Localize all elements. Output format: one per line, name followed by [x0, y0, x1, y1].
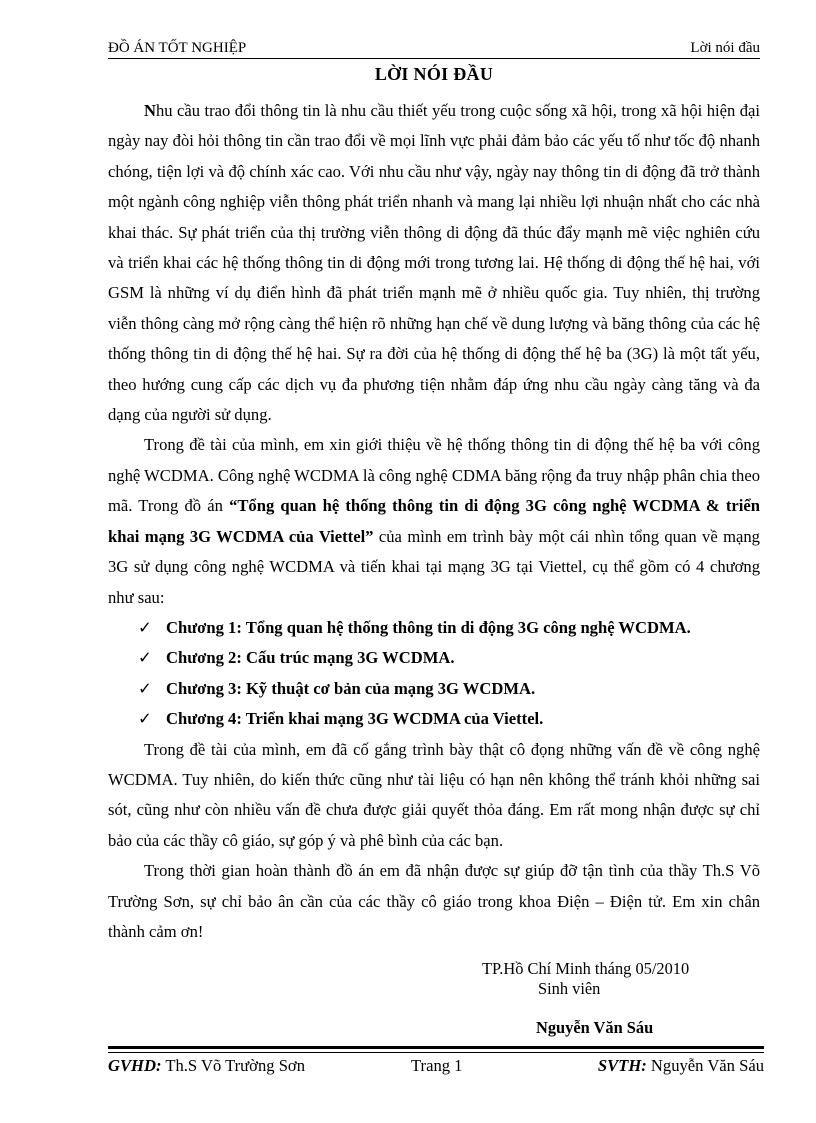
paragraph-initial-letter: N	[144, 101, 156, 120]
page-title: LỜI NÓI ĐẦU	[374, 64, 494, 84]
checkmark-icon: ✓	[138, 678, 152, 698]
chapter-list	[108, 613, 760, 735]
paragraph-limitations: Trong đề tài của mình, em đã cố gắng trình bày thật cô đọng những vấn đề về công nghệ WCDMA. Tuy nhiên, do kiến thức cũng như tài liệu có hạn nên không thể tránh khỏi những sai sót, cũng như còn nhiều vấn đề chưa được giải quyết thỏa đáng. Em rất mong nhận được sự chỉ bảo của các thầy cô giáo, sự góp ý và phê bình của các bạn.	[108, 739, 760, 850]
page-footer	[108, 1056, 764, 1078]
footer-student	[598, 1056, 764, 1076]
list-item	[138, 704, 760, 734]
signature-date: TP.Hồ Chí Minh tháng 05/2010	[482, 959, 690, 978]
thesis-title: “Tổng quan hệ thống thông tin di động 3G công nghệ WCDMA & triển khai mạng 3G WCDMA của Viettel”	[108, 496, 760, 546]
student-name: Nguyễn Văn Sáu	[646, 1056, 764, 1075]
paragraph-thanks: Trong thời gian hoàn thành đồ án em đã nhận được sự giúp đỡ tận tình của thầy Th.S Võ Trường Sơn, sự chỉ bảo ân cần của các thầy cô giáo trong khoa Điện – Điện tử. Em xin chân thành cảm ơn!	[108, 861, 760, 941]
checkmark-icon: ✓	[138, 648, 152, 668]
supervisor-name: Th.S Võ Trường Sơn	[161, 1056, 305, 1075]
footer-supervisor	[108, 1056, 305, 1076]
list-item	[138, 674, 760, 704]
chapter-label: Chương 4: Triển khai mạng 3G WCDMA của Viettel.	[166, 709, 544, 729]
list-item	[138, 643, 760, 673]
page-header	[108, 40, 760, 60]
checkmark-icon: ✓	[138, 709, 152, 729]
supervisor-label: GVHD:	[108, 1056, 162, 1075]
chapter-label: Chương 2: Cấu trúc mạng 3G WCDMA.	[166, 648, 455, 668]
paragraph-intro-text: hu cầu trao đổi thông tin là nhu cầu thiết yếu trong cuộc sống xã hội, trong xã hội hiện đại ngày nay đòi hỏi thông tin cần trao đổi về mọi lĩnh vực phải đảm bảo các yếu tố như tốc độ nhanh chóng, tiện lợi và độ chính xác cao. Với nhu cầu như vậy, ngày nay thông tin di động đã trở thành một ngành công nghiệp viễn thông phát triển nhanh và mang lại nhiều lợi nhuận nhất cho các nhà khai thác. Sự phát triển của thị trường viễn thông di động đã thúc đẩy mạnh mẽ việc nghiên cứu và triển khai các hệ thống thông tin di động mới trong tương lai. Hệ thống di động thế hệ hai, với GSM là những ví dụ điển hình đã phát triển mạnh mẽ ở nhiều quốc gia. Tuy nhiên, thị trường viễn thông càng mở rộng càng thể hiện rõ những hạn chế về dung lượng và băng thông của các hệ thống thông tin di động thế hệ hai. Sự ra đời của hệ thống di động thế hệ ba (3G) là một tất yếu, theo hướng cung cấp các dịch vụ đa phương tiện nhằm đáp ứng nhu cầu ngày càng tăng và đa dạng của người sử dụng.	[108, 101, 760, 425]
paragraph-topic	[108, 430, 760, 612]
paragraph-topic-end: của mình em trình bày một cái nhìn tổng quan về mạng 3G sử dụng công nghệ WCDMA và tiến khai tại mạng 3G tại Viettel, cụ thể gồm có 4 chương như sau:	[108, 526, 760, 607]
header-section-title: Lời nói đầu	[690, 40, 760, 56]
list-item	[138, 613, 760, 643]
chapter-label: Chương 1: Tổng quan hệ thống thông tin di động 3G công nghệ WCDMA.	[166, 617, 691, 637]
signature-role: Sinh viên	[538, 979, 601, 998]
chapter-label: Chương 3: Kỹ thuật cơ bản của mạng 3G WCDMA.	[166, 678, 536, 698]
checkmark-icon: ✓	[138, 617, 152, 637]
paragraph-intro	[108, 96, 760, 430]
signature-name: Nguyễn Văn Sáu	[536, 1018, 654, 1037]
paragraph-topic-start: Trong đề tài của mình, em xin giới thiệu về hệ thống thông tin di động thế hệ ba với công nghệ WCDMA. Công nghệ WCDMA là công nghệ CDMA băng rộng đa truy nhập phân chia theo mã. Trong đồ án	[108, 435, 760, 516]
header-document-type: ĐỒ ÁN TỐT NGHIỆP	[108, 40, 247, 56]
document-body	[108, 96, 760, 947]
student-label: SVTH:	[597, 1056, 647, 1075]
page-number: Trang 1	[411, 1056, 463, 1075]
footer-divider	[108, 1046, 764, 1053]
header-divider	[108, 58, 760, 59]
